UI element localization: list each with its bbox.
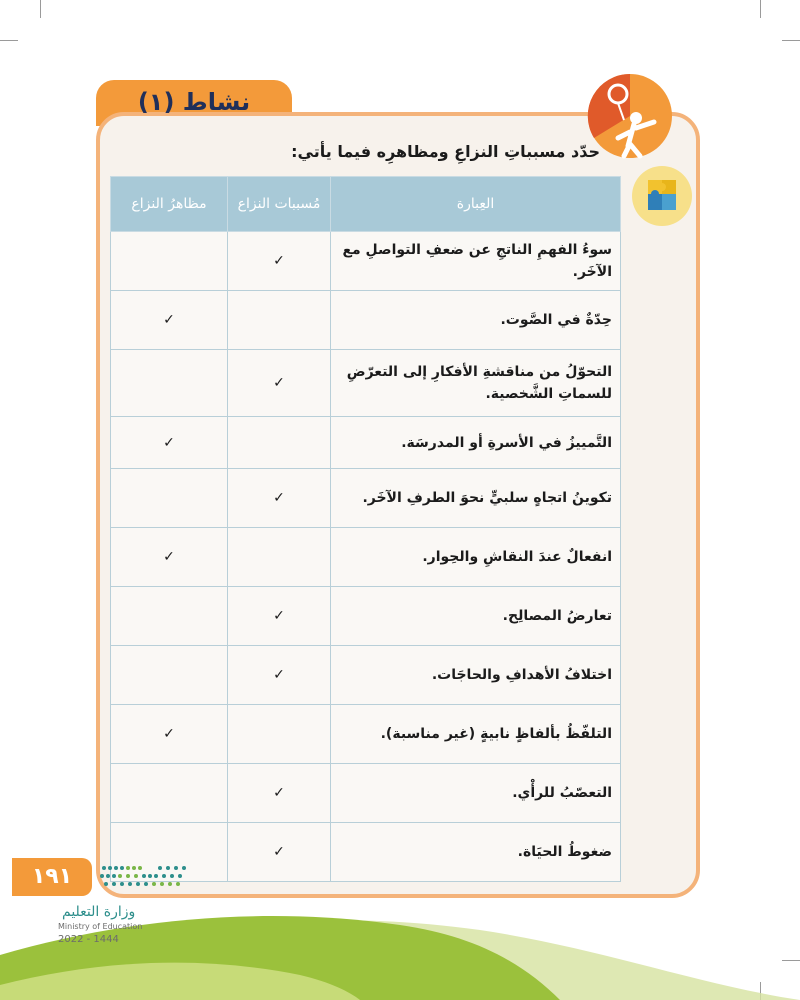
manifestation-check-cell: ✓ (111, 705, 228, 764)
manifestation-check-cell (111, 764, 228, 823)
manifestation-check-cell (111, 350, 228, 417)
statement-cell: التحوّلُ من مناقشةِ الأفكارِ إلى التعرّضِ للسماتِ الشَّخصية. (331, 350, 621, 417)
statement-cell: تعارضُ المصالِح. (331, 587, 621, 646)
table-row (111, 350, 621, 417)
statement-cell: ضغوطُ الحيَاة. (331, 823, 621, 882)
header-causes: مُسببات النزاع (228, 177, 331, 232)
table-row (111, 291, 621, 350)
statement-cell: انفعالٌ عندَ النقاشِ والحِوار. (331, 528, 621, 587)
edition-year: 2022 - 1444 (58, 934, 119, 945)
table-row (111, 705, 621, 764)
cause-check-cell: ✓ (228, 469, 331, 528)
cause-check-cell: ✓ (228, 646, 331, 705)
table-row (111, 764, 621, 823)
statement-cell: التَّمييزُ في الأسرةِ أو المدرسَة. (331, 417, 621, 469)
manifestation-check-cell (111, 232, 228, 291)
cause-check-cell (228, 417, 331, 469)
table-row (111, 469, 621, 528)
ministry-name-arabic: وزارة التعليم (62, 904, 136, 920)
manifestation-check-cell (111, 646, 228, 705)
cause-check-cell (228, 705, 331, 764)
statement-cell: سوءُ الفهمِ الناتجِ عن ضعفِ التواصلِ مع الآخَر. (331, 232, 621, 291)
manifestation-check-cell (111, 469, 228, 528)
header-statement: العِبارة (331, 177, 621, 232)
table-row (111, 646, 621, 705)
statement-cell: حِدّةٌ في الصَّوت. (331, 291, 621, 350)
cause-check-cell: ✓ (228, 232, 331, 291)
activity-title: نشاط (١) (137, 88, 251, 116)
cause-check-cell: ✓ (228, 350, 331, 417)
manifestation-check-cell (111, 587, 228, 646)
manifestation-check-cell: ✓ (111, 417, 228, 469)
header-manifestations: مظاهرُ النزاع (111, 177, 228, 232)
manifestation-check-cell: ✓ (111, 528, 228, 587)
cause-check-cell (228, 291, 331, 350)
cause-check-cell: ✓ (228, 587, 331, 646)
cause-check-cell: ✓ (228, 764, 331, 823)
table-row (111, 232, 621, 291)
statement-cell: التلفّظُ بألفاظٍ نابيةٍ (غير مناسبة). (331, 705, 621, 764)
statement-cell: اختلافُ الأهدافِ والحاجَات. (331, 646, 621, 705)
instruction-text: حدّد مسبباتِ النزاعِ ومظاهرِه فيما يأتي: (291, 142, 600, 161)
ministry-logo-icon (98, 862, 190, 892)
statement-cell: التعصّبُ للرأْي. (331, 764, 621, 823)
statement-cell: تكوينُ اتجاهٍ سلبيٍّ نحوَ الطرفِ الآخَر. (331, 469, 621, 528)
table-header-row (111, 177, 621, 232)
puzzle-piece-icon (630, 164, 694, 228)
ministry-name-english: Ministry of Education (58, 922, 143, 931)
page-number: ١٩١ (12, 858, 92, 896)
cause-check-cell: ✓ (228, 823, 331, 882)
table-row (111, 528, 621, 587)
table-row (111, 587, 621, 646)
activity-table (110, 176, 621, 882)
table-row (111, 417, 621, 469)
manifestation-check-cell: ✓ (111, 291, 228, 350)
cause-check-cell (228, 528, 331, 587)
